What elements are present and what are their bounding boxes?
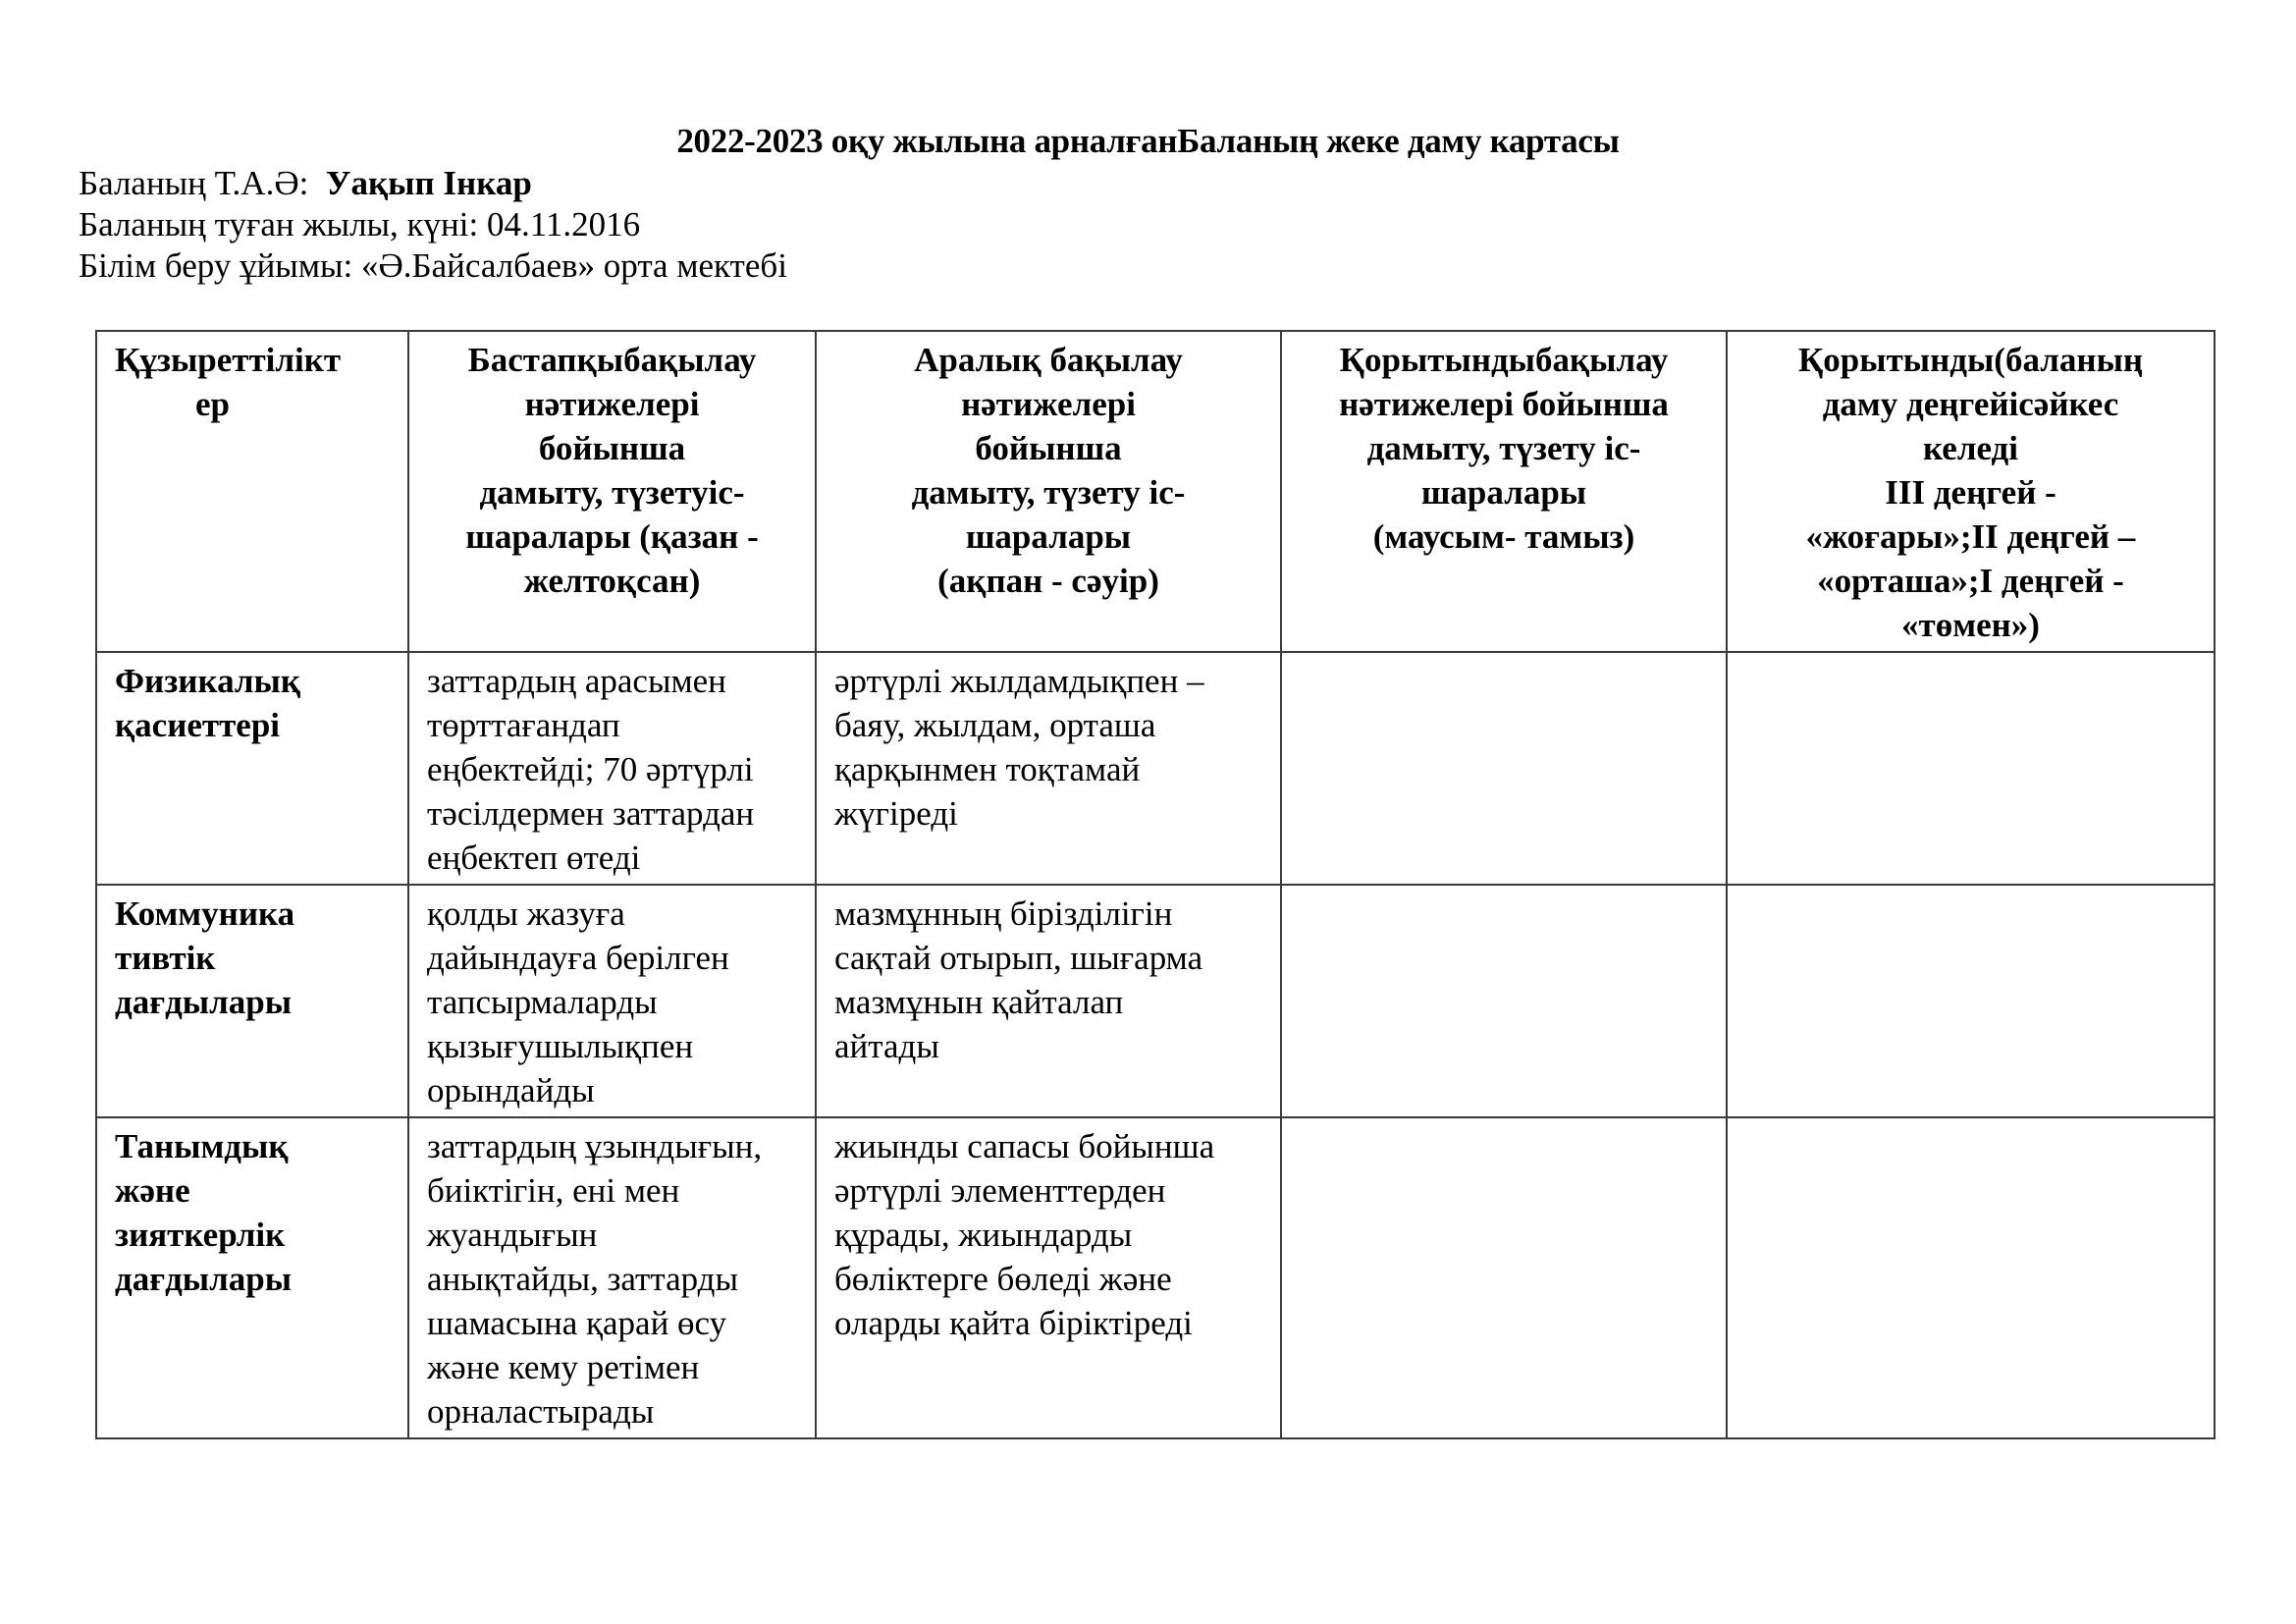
competence-cell: Танымдық және зияткерлік дағдылары [96, 1117, 408, 1438]
competence-cell: Физикалық қасиеттері [96, 652, 408, 885]
child-name-label: Баланың Т.А.Ә: [79, 164, 309, 202]
intermediate-measures-cell[interactable]: әртүрлі жылдамдықпен – баяу, жылдам, орташа қарқынмен тоқтамай жүгіреді [816, 652, 1281, 885]
header-intermediate-control: Аралық бақылау нәтижелері бойынша дамыту, түзету іс- шаралары (ақпан - сәуір) [816, 331, 1281, 652]
final-measures-cell[interactable] [1281, 885, 1727, 1117]
organization-line [79, 245, 787, 287]
organization-value: «Ә.Байсалбаев» орта мектебі [360, 246, 787, 285]
table-row [96, 652, 2215, 885]
table-row [96, 1117, 2215, 1438]
birth-date-line [79, 204, 787, 245]
intermediate-measures-cell[interactable]: мазмұнның бірізділігін сақтай отырып, шығарма мазмұнын қайталап айтады [816, 885, 1281, 1117]
table-row [96, 885, 2215, 1117]
header-competencies-line2: ер [195, 385, 230, 423]
header-final-control: Қорытындыбақылау нәтижелері бойынша дамыту, түзету іс- шаралары (маусым- тамыз) [1281, 331, 1727, 652]
development-map-table [95, 330, 2216, 1439]
organization-label: Білім беру ұйымы: [79, 246, 353, 285]
header-competencies-line1: Құзыреттілікт [115, 341, 342, 379]
initial-measures-cell[interactable]: заттардың арасымен төрттағандап еңбектейді; 70 әртүрлі тәсілдермен заттардан еңбектеп өтеді [408, 652, 816, 885]
header-competencies [96, 331, 408, 652]
conclusion-cell[interactable] [1727, 652, 2215, 885]
initial-measures-cell[interactable]: заттардың ұзындығын, биіктігін, ені мен жуандығын анықтайды, заттарды шамасына қарай өсу және кему ретімен орналастырады [408, 1117, 816, 1438]
document-title: 2022-2023 оқу жылына арналғанБаланың жеке даму картасы [676, 122, 1620, 160]
final-measures-cell[interactable] [1281, 652, 1727, 885]
initial-measures-cell[interactable]: қолды жазуға дайындауға берілген тапсырмаларды қызығушылықпен орындайды [408, 885, 816, 1117]
final-measures-cell[interactable] [1281, 1117, 1727, 1438]
conclusion-cell[interactable] [1727, 885, 2215, 1117]
child-name-line [79, 163, 787, 204]
child-info-block [79, 163, 787, 287]
intermediate-measures-cell[interactable]: жиынды сапасы бойынша әртүрлі элементтерден құрады, жиындарды бөліктерге бөледі және оларды қайта біріктіреді [816, 1117, 1281, 1438]
conclusion-cell[interactable] [1727, 1117, 2215, 1438]
table-header-row [96, 331, 2215, 652]
competence-cell: Коммуника тивтік дағдылары [96, 885, 408, 1117]
birth-date-value: 04.11.2016 [486, 205, 641, 244]
header-conclusion: Қорытынды(баланың даму деңгейісәйкес келеді ІІІ деңгей - «жоғары»;ІІ деңгей – «орташа»;І деңгей - «төмен») [1727, 331, 2215, 652]
birth-date-label: Баланың туған жылы, күні: [79, 205, 479, 244]
header-initial-control: Бастапқыбақылау нәтижелері бойынша дамыту, түзетуіс- шаралары (қазан - желтоқсан) [408, 331, 816, 652]
child-name-value: Уақып Інкар [325, 164, 532, 202]
